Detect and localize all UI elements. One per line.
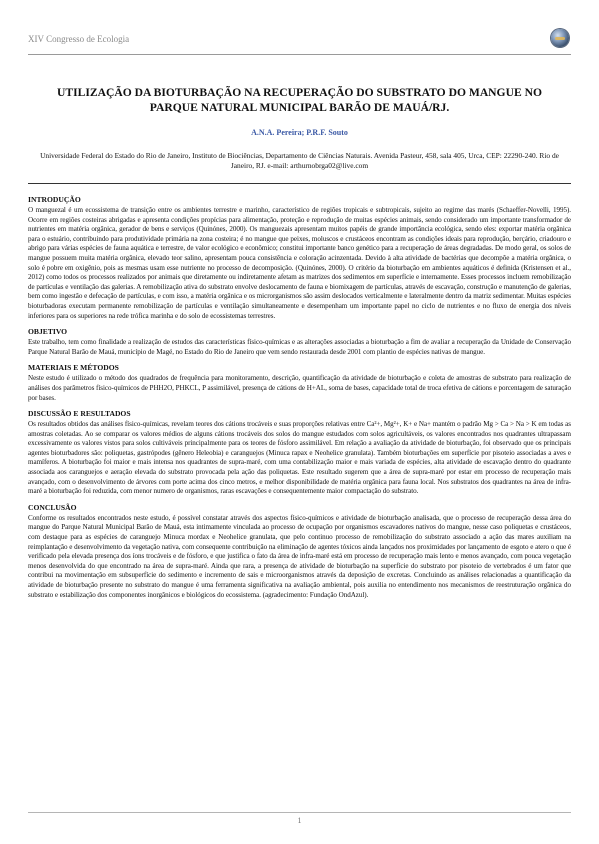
section-heading: CONCLUSÃO xyxy=(28,502,77,512)
affiliation: Universidade Federal do Estado do Rio de Janeiro, Instituto de Biociências, Departamento de Ciências Naturais. Avenida Pasteur, 458, sala 405, Urca, CEP: 22290-240. Rio de Janeiro, RJ. e-mail: arthurnobrga02@live.com xyxy=(40,151,559,170)
globe-logo-icon xyxy=(551,29,569,47)
section-discussao-resultados xyxy=(28,409,571,497)
title-divider xyxy=(28,183,571,184)
section-heading: MATERIAIS E MÉTODOS xyxy=(28,363,119,373)
section-text: Este trabalho, tem como finalidade a realização de estudos das características físico-químicas e as alterações associadas a bioturbação a fim de avaliar a recuperação da Unidade de Conservação Parque Natural Barão de Mauá, município de Magé, no Estado do Rio de Janeiro que vem sendo restaurada desde 2001 com plantio de espécies nativas de mangue. xyxy=(28,338,571,356)
section-heading: DISCUSSÃO E RESULTADOS xyxy=(28,409,131,419)
paper-body xyxy=(28,195,571,606)
section-text: Neste estudo é utilizado o método dos quadrados de frequência para monitoramento, descrição, quantificação da atividade de bioturbação e coleta de amostras de substrato para realização de análises dos parâmetros físico-químicos de PHH2O, PHKCL, P assimilável, presença de cátions de H+AL, soma de bases, capacidade total de troca efetiva de cátions e porcentagem de saturação por bases. xyxy=(28,374,571,402)
section-introducao xyxy=(28,195,571,321)
conference-name: XIV Congresso de Ecologia xyxy=(28,34,130,44)
section-objetivo xyxy=(28,327,571,357)
section-text: Os resultados obtidos das análises físico-químicas, revelam teores dos cátions trocáveis e suas proporções relativas entre Ca²+, Mg²+, K+ e Na+ mantém o padrão Mg > Ca > Na > K em todas as amostras coletadas. Ao se comparar os valores médios de alguns cátions trocáveis dos solos do mangue estudados com solos agricultáveis, os valores encontrados nos quadrantes ultrapassam excessivamente os valores vistos para solos cultiváveis principalmente para os teores de fósforo assimilável. Em relação a avaliação da atividade de bioturbação, foi observado que os principais agentes bioturbadores são: poliquetas, gastrópodes (gênero Heleobia) e caranguejos (Minuca rapax e Neohelice granulata). Também bioturbações em superfície por pisoteio associadas a aves e mamíferos. A bioturbação foi maior e mais intensa nos quadrantes de supra-maré, com uma contabilização maior e mais variada de espécies, alta atividade de escavação dentro do quadrante associada aos caranguejos e aeração elevada do substrato provocada pela ação das poliquetas. Este resultado sugerem que a área de supra-maré por estar em processo de recuperação mais avançado, com o desenvolvimento de árvores com porte acima dos cinco metros, e melhor disponibilidade de matéria orgânica para fauna local. Nos substratos dos quadrantes na área de infra-maré a bioturbação foi reduzida, com menor numero de organismos, raras escavações e consequentemente maior compactação do substrato. xyxy=(28,420,571,496)
section-text: Conforme os resultados encontrados neste estudo, é possível constatar através dos aspectos físico-químicos e atividade de bioturbação analisada, que o processo de recuperação dessa área do mangue do Parque Natural Municipal Barão de Mauá, esta intimamente vinculada ao processo de ocupação por organismos escavadores nativos do mangue, nesse caso poliquetas e crustáceos, com destaque para as espécies de caranguejo Minuca mordax e Neohelice granulata, que pelo continuo processo de remobilização do substrato associado a ação das mares auxiliam na reimplantação e desenvolvimento da vegetação nativa, com consequente contribuição na eliminação de agentes tóxicos ainda lançados nos proximidades por lançamento de esgoto e atero o que é verificado pela elevada presença dos íons trocáveis e de fósforo, e que justifica o fato da área de infra-maré está em processo de recuperação mais lento e menos avançado, com pouca vegetação menos desenvolvida do que encontrado na área de supra-maré. Ainda que rara, a presença de atividade de bioturbação na superfície do substrato por pisoteio de vertebrados é um fator que contribui na movimentação em subsuperfície do sedimento e incremento de sais e microorganismos através da deposição de excretas. Concluindo as análises relacionadas a quantificação da atividade de bioturbação presente no substrato do mangue é uma ferramenta significativa na avaliação ambiental, pois auxilia no entendimento nos mecanismos de reestruturação orgânica do substrato e estabilização dos componentes inorgânicos e biológicos do ecossistema. (agradecimento: Fundação OndAzul). xyxy=(28,513,571,599)
section-text: O manguezal é um ecossistema de transição entre os ambientes terrestre e marinho, característico de regiões tropicais e subtropicais, sujeito ao regime das marés (Schaeffer-Novelli, 1995). Ocorre em regiões costeiras abrigadas e apresenta condições propícias para alimentação, proteção e reprodução de muitas espécies animais, sendo considerado um importante transformador de nutrientes em matéria orgânica, gerador de bens e serviços (Quinónes, 2000). Os manguezais apresentam muitos papéis de grande importância ecológica, sendo eles: exportar matéria orgânica para o estuário, contribuindo para produtividade primária na zona costeira; é no mangue que peixes, moluscos e crustáceos encontram as condições ideais para reprodução, berçário, criadouro e abrigo para várias espécies de fauna aquática e terrestre, de valor ecológico e econômico; constitui importante banco genético para a recuperação de áreas degradadas. De modo geral, os solos de mangue possuem muita matéria orgânica, elevado teor salino, apresentam pouca consistência e coloração acinzentada. Devido à alta atividade de bactérias que decompõe a matéria orgânica, o solo é pobre em oxigênio, pois as mesmas usam esse nutriente no processo de decomposição. (Quinónes, 2000). O critério da bioturbação em ambientes aquáticos é definida (Kristensen et al., 2012) como todos os processos realizados por animais que diretamente ou indiretamente afetam as matrizes dos sedimentos em superfície e internamente. Esses processos incluem remobilização de partículas e ventilação das galerias. A remobilização ativa do substrato envolve deslocamento de fauna e biomixagem de partículas, através de escavação, construção e manutenção de galerias, bem como ingestão e defecação de partículas, e com isso, a matéria orgânica e os microrganismos são assim deslocados verticalmente e lateralmente dentro da matriz sedimentar. Muitas espécies bioturbadoras executam permanente remobilização de partículas e ventilação simultaneamente e desempenham um importante papel no ciclo de nutrientes e no fluxo de energia dos níveis inferiores para os superiores na rede trófica marinha e do solo de ecossistemas terrestres. xyxy=(28,206,571,320)
section-conclusao xyxy=(28,503,571,600)
page-number: 1 xyxy=(297,816,302,825)
page-header xyxy=(28,28,571,55)
authors: A.N.A. Pereira; P.R.F. Souto xyxy=(251,128,348,137)
section-heading: INTRODUÇÃO xyxy=(28,195,81,204)
page-footer-rule xyxy=(28,812,571,813)
section-heading: OBJETIVO xyxy=(28,327,68,337)
paper-title: UTILIZAÇÃO DA BIOTURBAÇÃO NA RECUPERAÇÃO DO SUBSTRATO DO MANGUE NO PARQUE NATURAL MUNICIPAL BARÃO DE MAUÁ/RJ. xyxy=(57,86,542,114)
section-materiais-metodos xyxy=(28,363,571,403)
